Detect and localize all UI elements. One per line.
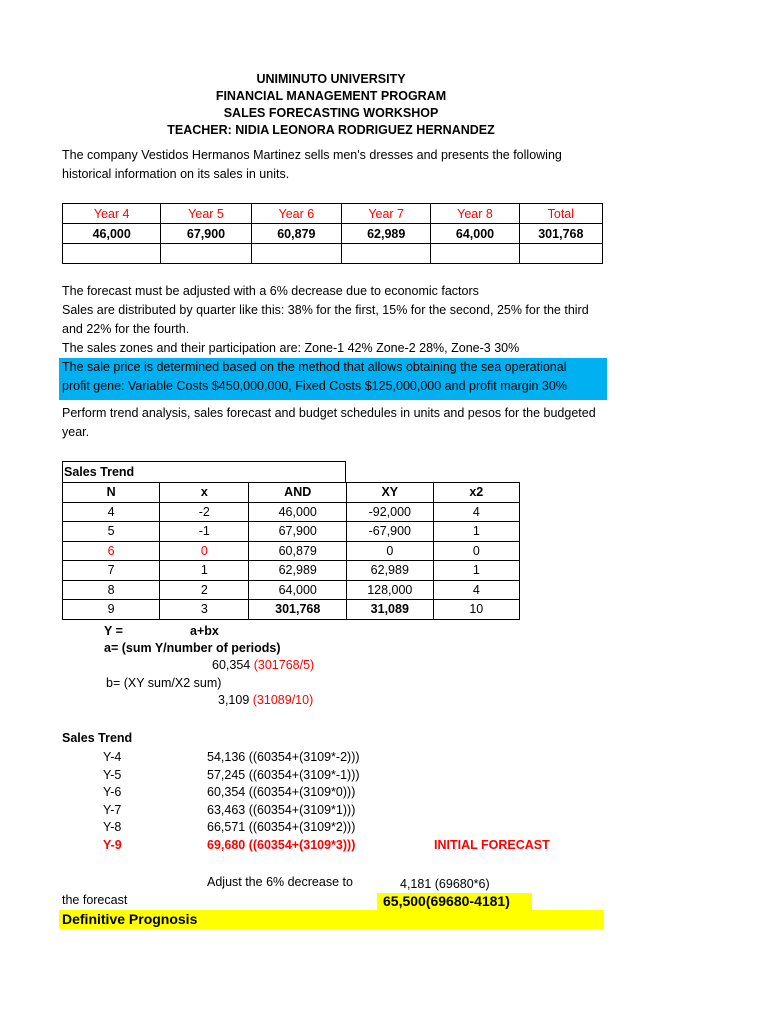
list-item: 60,354 ((60354+(3109*0))) [207,785,356,799]
sales-trend-values [207,749,360,854]
adjust-label: Adjust the 6% decrease to [207,875,353,889]
table-row [63,522,520,542]
empty-cell [63,244,161,264]
empty-row [63,244,603,264]
cell-xy: 31,089 [346,600,433,620]
header-n: N [63,483,160,503]
table-row [63,600,520,620]
definitive-prognosis: Definitive Prognosis [59,910,604,929]
value-year-7: 62,989 [342,224,431,244]
b-calculation: (31089/10) [252,693,314,707]
list-item: Y-6 [103,785,122,799]
cell-n: 4 [63,502,160,522]
list-item: Y-5 [103,767,122,782]
cell-x2: 0 [433,541,519,561]
header-xy: XY [346,483,433,503]
cell-x: 3 [160,600,249,620]
cell-and: 301,768 [249,600,347,620]
b-formula-label: b= (XY sum/X2 sum) [106,676,222,690]
list-item: Y-9 [103,837,122,852]
highlight-line-2: profit gene: Variable Costs $450,000,000, Fixed Costs $125,000,000 and profit margin 30% [62,379,567,393]
cell-x2: 10 [433,600,519,620]
cell-xy: 62,989 [346,561,433,581]
university-name: UNIMINUTO UNIVERSITY [256,72,406,86]
cell-n: 6 [63,541,160,561]
empty-cell [161,244,251,264]
cell-x2: 4 [433,580,519,600]
conditions-paragraph [62,282,607,358]
condition-line-2: Sales are distributed by quarter like this: 38% for the first, 15% for the second, 25% for the third [62,303,589,317]
header-year-8: Year 8 [431,204,519,224]
condition-line-1: The forecast must be adjusted with a 6% decrease due to economic factors [62,284,479,298]
list-item: 69,680 ((60354+(3109*3))) [207,837,356,852]
program-name: FINANCIAL MANAGEMENT PROGRAM [215,89,447,103]
table-row [63,580,520,600]
cell-xy: 128,000 [346,580,433,600]
intro-line-2: historical information on its sales in units. [62,167,290,181]
table-row [63,541,520,561]
adjust-label-continuation: the forecast [62,893,128,907]
trend-table [62,482,520,620]
header-year-5: Year 5 [161,204,251,224]
cell-and: 67,900 [249,522,347,542]
a-calculation: (301768/5) [253,658,315,672]
list-item: 57,245 ((60354+(3109*-1))) [207,767,360,782]
cell-and: 46,000 [249,502,347,522]
final-forecast: 65,500(69680-4181) [377,893,532,910]
cell-n: 8 [63,580,160,600]
value-year-5: 67,900 [161,224,251,244]
cell-x: 2 [160,580,249,600]
header-total: Total [519,204,602,224]
a-value-line [212,658,314,672]
b-value: 3,109 [218,693,250,707]
header-year-4: Year 4 [63,204,161,224]
list-item: Y-8 [103,820,122,834]
trend-table-title: Sales Trend [62,461,346,482]
y-expression: a+bx [190,624,219,638]
table-row [63,224,603,244]
value-year-8: 64,000 [431,224,519,244]
list-item: Y-4 [103,750,122,764]
value-year-6: 60,879 [251,224,341,244]
table-header-row [63,204,603,224]
cell-x: -2 [160,502,249,522]
table-header-row [63,483,520,503]
header-year-7: Year 7 [342,204,431,224]
cell-xy: -92,000 [346,502,433,522]
header-and: AND [249,483,347,503]
list-item: 66,571 ((60354+(3109*2))) [207,820,356,834]
empty-cell [251,244,341,264]
cell-n: 9 [63,600,160,620]
table-row [63,561,520,581]
b-value-line [218,693,313,707]
value-total: 301,768 [519,224,602,244]
cell-xy: -67,900 [346,522,433,542]
intro-paragraph [62,146,622,184]
sale-price-highlight [59,358,607,400]
teacher-name: TEACHER: NIDIA LEONORA RODRIGUEZ HERNANDEZ [167,123,495,137]
header-year-6: Year 6 [251,204,341,224]
highlight-line-1: The sale price is determined based on the method that allows obtaining the sea operational [62,360,567,374]
workshop-name: SALES FORECASTING WORKSHOP [223,106,439,120]
initial-forecast-label: INITIAL FORECAST [434,838,550,852]
intro-line-1: The company Vestidos Hermanos Martinez sells men's dresses and presents the following [62,148,562,162]
condition-line-3: and 22% for the fourth. [62,322,190,336]
cell-x: -1 [160,522,249,542]
document-header [0,71,662,139]
cell-x: 1 [160,561,249,581]
perform-line-1: Perform trend analysis, sales forecast and budget schedules in units and pesos for the budgeted [62,406,596,420]
cell-x2: 4 [433,502,519,522]
sales-trend-title: Sales Trend [62,731,133,745]
table-row [63,502,520,522]
a-value: 60,354 [212,658,251,672]
cell-x2: 1 [433,522,519,542]
a-formula-label: a= (sum Y/number of periods) [104,641,281,655]
sales-trend-labels [103,749,122,854]
header-x: x [160,483,249,503]
cell-xy: 0 [346,541,433,561]
instructions-paragraph [62,404,607,442]
adjust-value: 4,181 (69680*6) [400,877,490,891]
header-x2: x2 [433,483,519,503]
cell-n: 7 [63,561,160,581]
empty-cell [342,244,431,264]
cell-and: 60,879 [249,541,347,561]
cell-and: 64,000 [249,580,347,600]
list-item: 63,463 ((60354+(3109*1))) [207,802,356,817]
value-year-4: 46,000 [63,224,161,244]
perform-line-2: year. [62,425,90,439]
cell-x: 0 [160,541,249,561]
empty-cell [519,244,602,264]
historical-sales-table [62,203,603,264]
list-item: 54,136 ((60354+(3109*-2))) [207,750,360,764]
cell-x2: 1 [433,561,519,581]
y-equals-label: Y = [104,624,123,638]
list-item: Y-7 [103,802,122,817]
cell-n: 5 [63,522,160,542]
cell-and: 62,989 [249,561,347,581]
condition-line-4: The sales zones and their participation are: Zone-1 42% Zone-2 28%, Zone-3 30% [62,341,520,355]
empty-cell [431,244,519,264]
